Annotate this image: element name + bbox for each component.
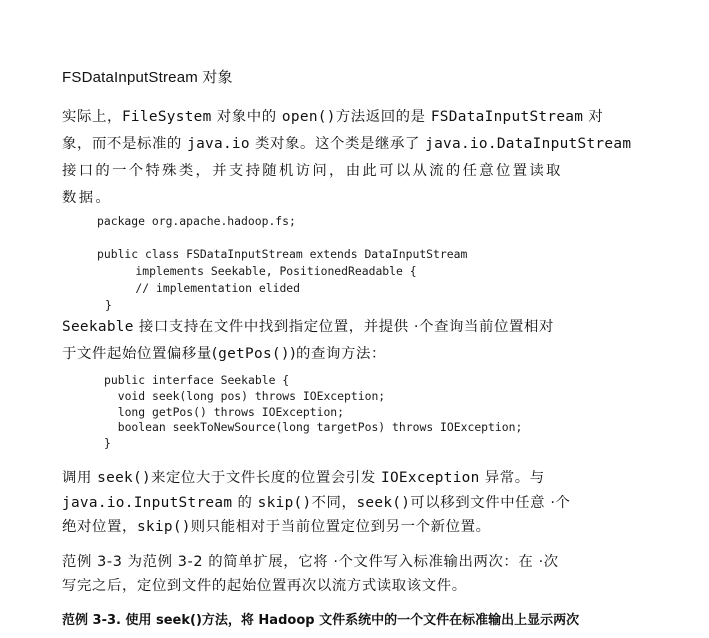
para1-line2: 象，而不是标准的 java.io 类对象。这个类是继承了 java.io.DataInputStream — [62, 136, 632, 152]
code-line: package org.apache.hadoop.fs; — [97, 214, 296, 228]
para1-line3: 接口的一个特殊类，并支持随机访问，由此可以从流的任意位置读取 — [62, 163, 563, 179]
code-line: public interface Seekable { — [104, 373, 290, 387]
code-line: } — [104, 436, 111, 450]
example-title: 范例 3-3. 使用 seek()方法，将 Hadoop 文件系统中的一个文件在标准输出上显示两次 — [62, 613, 580, 628]
para2-line1: Seekable 接口支持在文件中找到指定位置，并提供 ·个查询当前位置相对 — [62, 319, 554, 335]
section-heading: FSDataInputStream 对象 — [62, 69, 233, 86]
code-line: boolean seekToNewSource(long targetPos) throws IOException; — [104, 420, 523, 434]
para1-line1: 实际上，FileSystem 对象中的 open()方法返回的是 FSDataInputStream 对 — [62, 109, 604, 125]
code-line: void seek(long pos) throws IOException; — [104, 389, 386, 403]
para3-line2: java.io.InputStream 的 skip()不同，seek()可以移到文件中任意 ·个 — [62, 495, 571, 511]
code-line: // implementation elided — [108, 281, 301, 295]
para3-line1: 调用 seek()来定位大于文件长度的位置会引发 IOException 异常。与 — [62, 470, 545, 486]
para4-line2: 写完之后，定位到文件的起始位置再次以流方式读取该文件。 — [62, 578, 467, 594]
para4-line1: 范例 3-3 为范例 3-2 的简单扩展，它将 ·个文件写入标准输出两次：在 ·次 — [62, 554, 559, 570]
code-line: public class FSDataInputStream extends DataInputStream — [97, 247, 468, 261]
code-line: long getPos() throws IOException; — [104, 405, 345, 419]
para1-line4: 数据。 — [62, 190, 113, 206]
code-line: implements Seekable, PositionedReadable { — [108, 264, 417, 278]
para2-line2: 于文件起始位置偏移量(getPos())的查询方法： — [62, 346, 387, 362]
code-line: } — [105, 298, 112, 312]
para3-line3: 绝对位置，skip()则只能相对于当前位置定位到另一个新位置。 — [62, 519, 491, 535]
